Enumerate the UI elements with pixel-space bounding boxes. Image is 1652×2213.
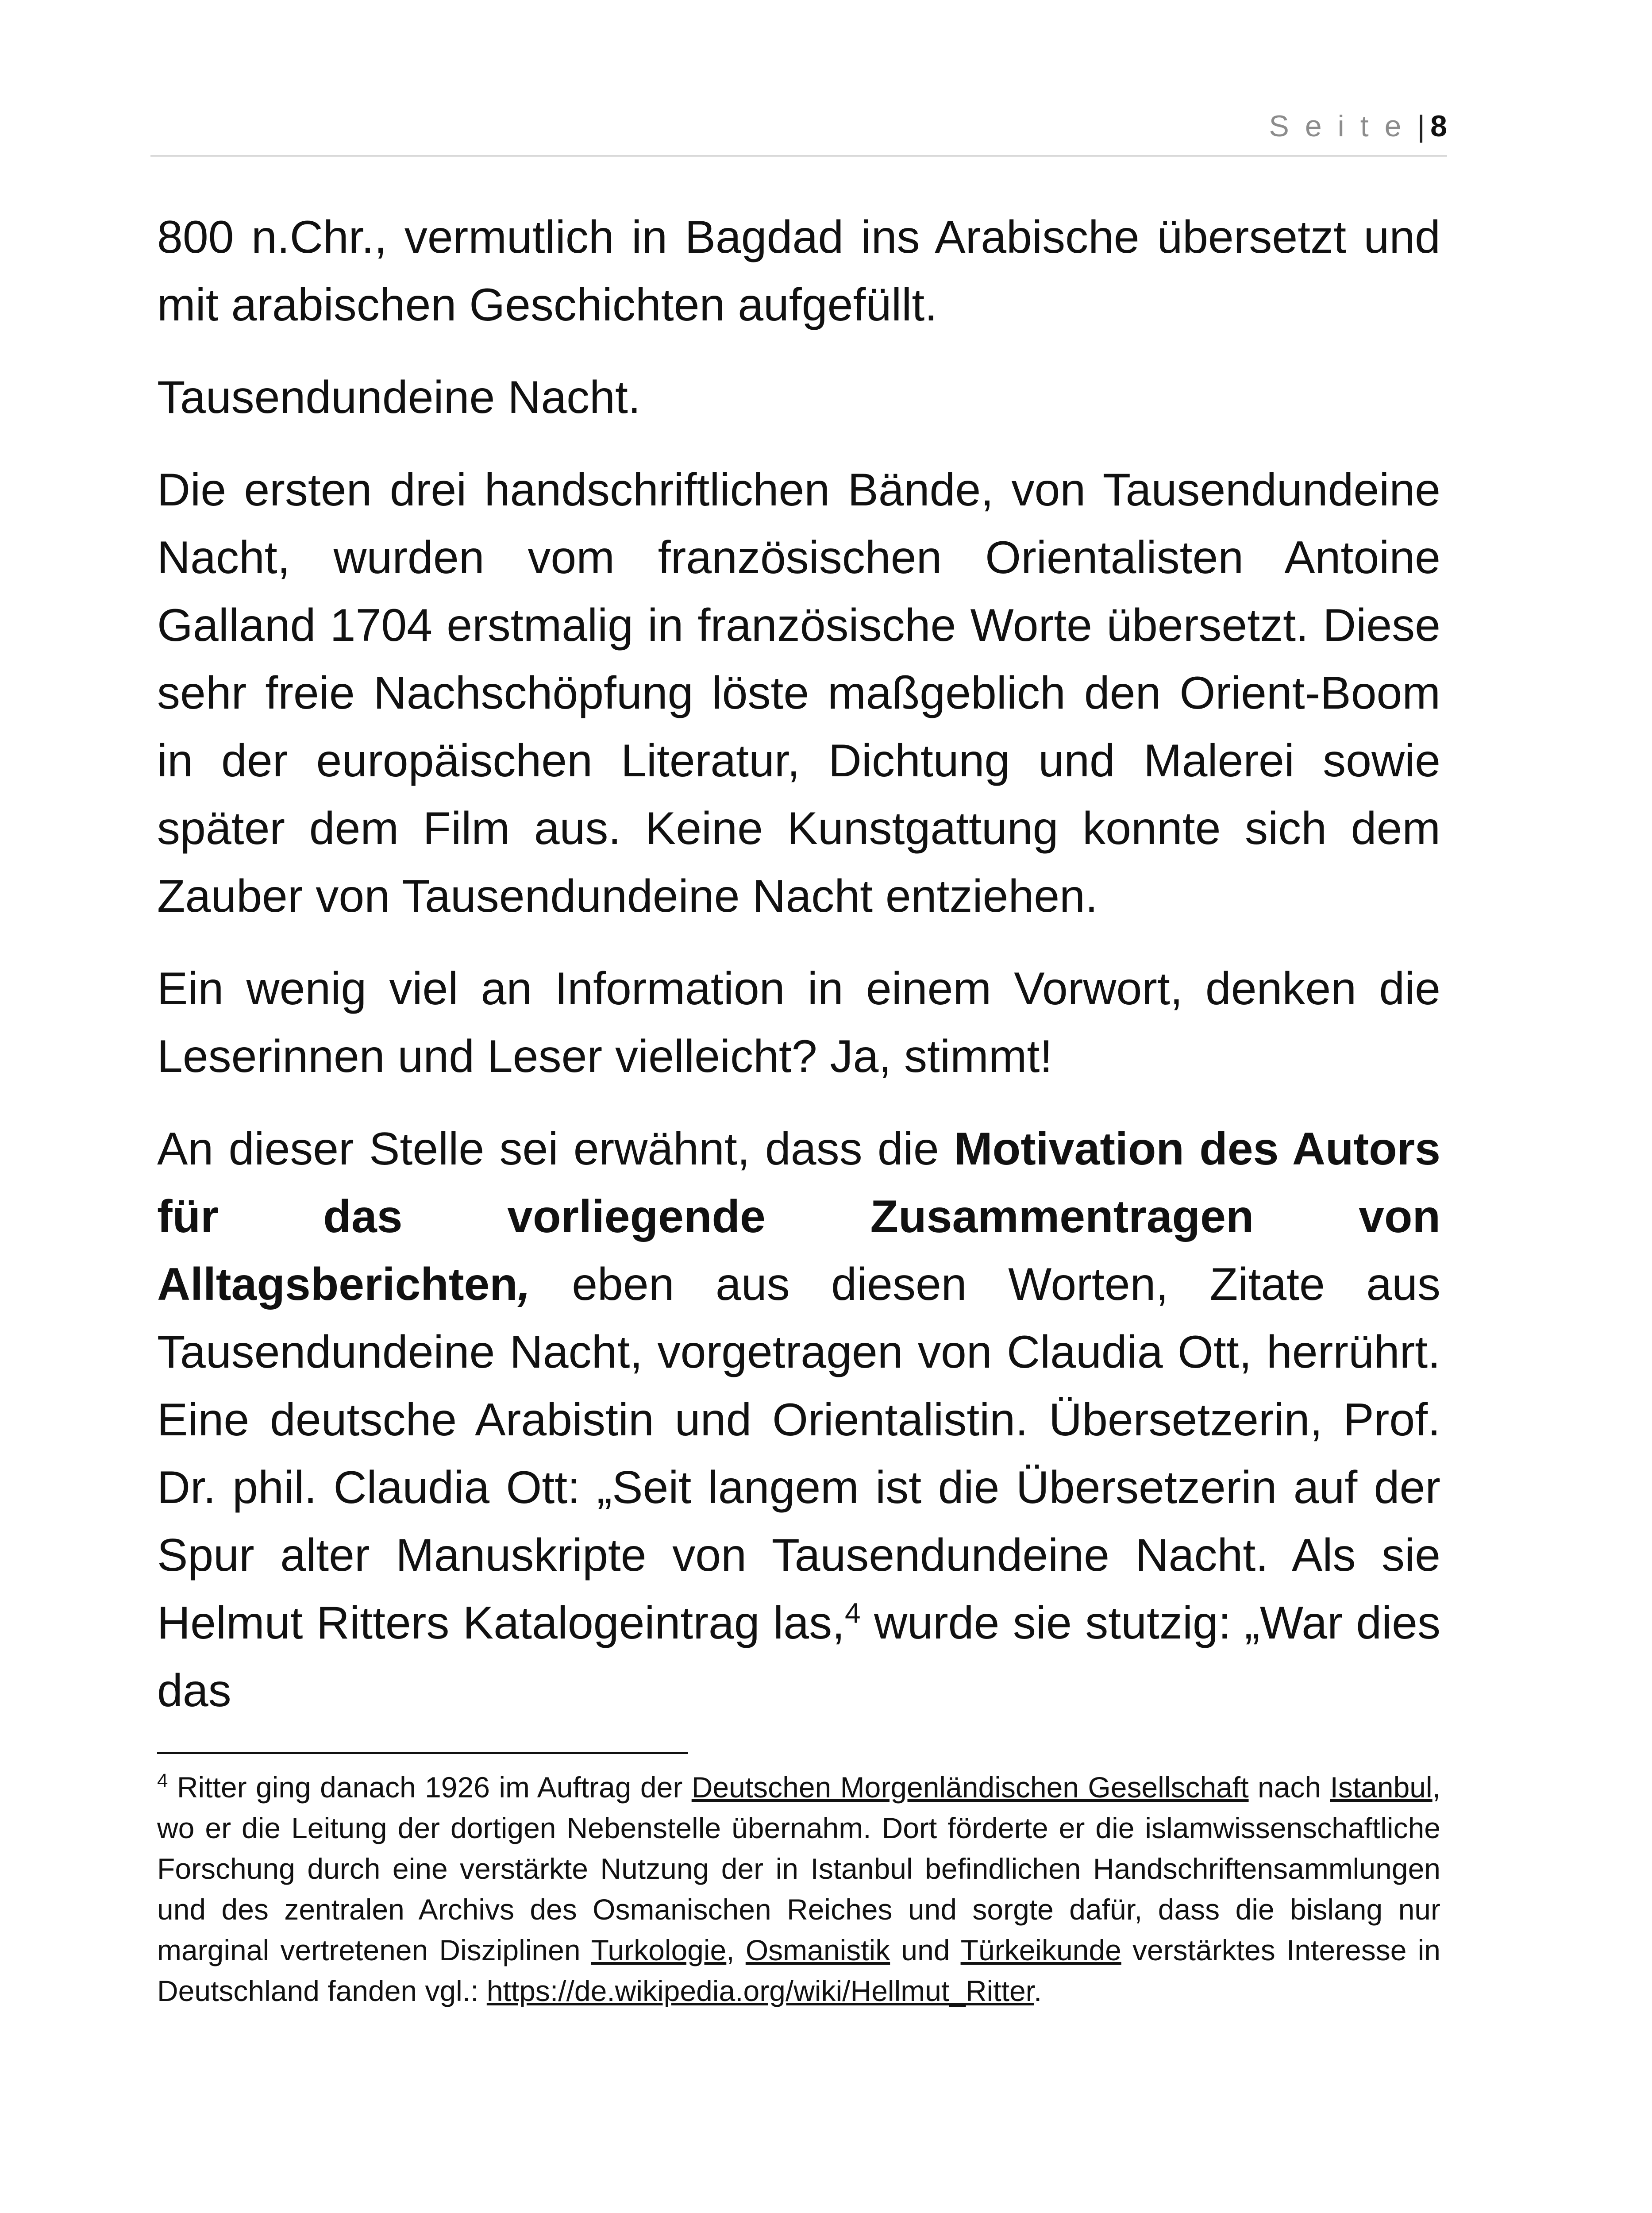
footnote-number: 4 [157,1770,168,1792]
paragraph-1: 800 n.Chr., vermutlich in Bagdad ins Arabische übersetzt und mit arabischen Geschichten aufgefüllt. [157,212,1440,331]
paragraph-5-end: wurde sie stutzig: „War dies das [157,1597,1440,1716]
footnote [157,1767,1440,2011]
paragraph-4: Ein wenig viel an Information in einem Vorwort, denken die Leserinnen und Leser vielleicht? Ja, stimmt! [157,963,1440,1082]
footnote-text-4: , [726,1934,746,1966]
header-separator: | [1417,109,1425,143]
link-istanbul[interactable]: Istanbul [1330,1771,1433,1804]
paragraph-5-bold: Motivation des Autors für das vorliegende Zusammentragen von Alltagsberichten [157,1123,1440,1310]
footnote-text-1: Ritter ging danach 1926 im Auftrag der [168,1771,692,1804]
page-number: 8 [1430,109,1447,143]
page-label: Seite [1269,109,1417,143]
main-text [157,204,1440,1750]
page-header [150,102,1447,157]
footnote-text-7: . [1034,1974,1042,2007]
link-turkologie[interactable]: Turkologie [591,1934,727,1966]
footnote-text-2: nach [1248,1771,1330,1804]
link-osmanistik[interactable]: Osmanistik [745,1934,890,1966]
paragraph-5-intro: An dieser Stelle sei erwähnt, dass die [157,1123,954,1175]
link-wikipedia-hellmut-ritter[interactable]: https://de.wikipedia.org/wiki/Hellmut_Ritter [486,1974,1034,2007]
paragraph-5 [157,1115,1440,1725]
link-deutsche-morgenlaendische-gesellschaft[interactable]: Deutschen Morgenländischen Gesellschaft [691,1771,1249,1804]
paragraph-5-comma: , [517,1259,531,1310]
paragraph-5-rest: eben aus diesen Worten, Zitate aus Tausendundeine Nacht, vorgetragen von Claudia Ott, herrührt. Eine deutsche Arabistin und Orientalistin. Übersetzerin, Prof. Dr. phil. Claudia Ott: „Seit langem ist die Übersetzerin auf der Spur alter Manuskripte von Tausendundeine Nacht. Als sie Helmut Ritters Katalogeintrag las, [157,1259,1440,1649]
footnote-text-5: und [890,1934,961,1966]
paragraph-2: Tausendundeine Nacht. [157,372,641,423]
link-tuerkeikunde[interactable]: Türkeikunde [960,1934,1121,1966]
footnote-text-3: , wo er die Leitung der dortigen Nebenstelle übernahm. Dort förderte er die islamwissenschaftliche Forschung durch eine verstärkte Nutzung der in Istanbul befindlichen Handschriftensammlungen und des zentralen Archivs des Osmanischen Reiches und sorgte dafür, dass die bislang nur marginal vertretenen Disziplinen [157,1771,1441,1966]
footnote-text-6: verstärktes Interesse in Deutschland fanden vgl.: [157,1934,1441,2007]
paragraph-3: Die ersten drei handschriftlichen Bände, von Tausendundeine Nacht, wurden vom französischen Orientalisten Antoine Galland 1704 erstmalig in französische Worte übersetzt. Diese sehr freie Nachschöpfung löste maßgeblich den Orient-Boom in der europäischen Literatur, Dichtung und Malerei sowie später dem Film aus. Keine Kunstgattung konnte sich dem Zauber von Tausendundeine Nacht entziehen. [157,464,1440,922]
footnote-reference[interactable]: 4 [844,1597,861,1629]
footnote-separator [157,1752,688,1754]
